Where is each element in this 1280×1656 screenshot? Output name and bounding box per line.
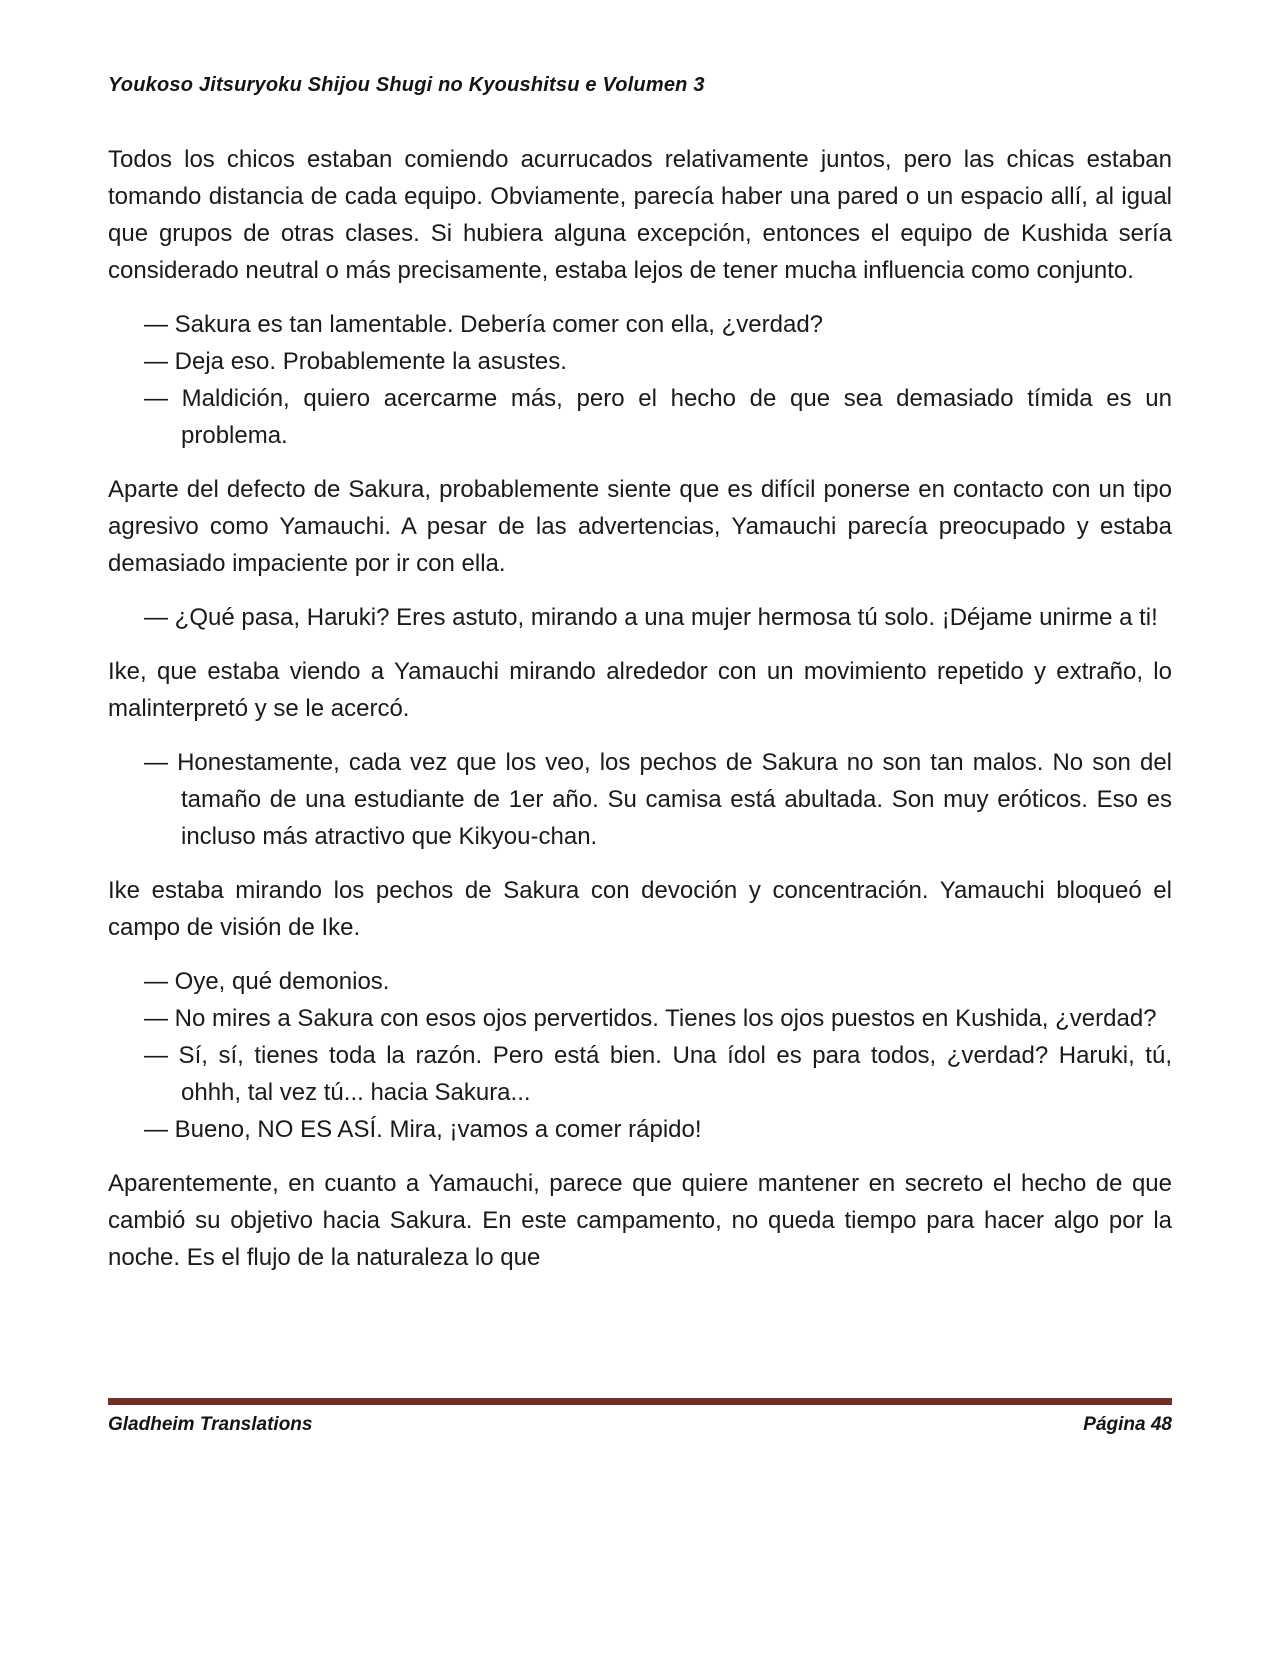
dialogue-block	[108, 744, 1172, 855]
document-body	[108, 141, 1172, 1276]
dialogue-line: — ¿Qué pasa, Haruki? Eres astuto, mirando a una mujer hermosa tú solo. ¡Déjame unirme a ti!	[144, 604, 1158, 631]
footer-row	[108, 1414, 1172, 1436]
document-header-title: Youkoso Jitsuryoku Shijou Shugi no Kyoushitsu e Volumen 3	[108, 74, 705, 96]
footer-translator-credit: Gladheim Translations	[108, 1414, 313, 1435]
dialogue-block	[108, 599, 1172, 636]
dialogue-line: — Deja eso. Probablemente la asustes.	[144, 348, 567, 375]
footer-divider-rule	[108, 1398, 1172, 1405]
dialogue-line: — Sakura es tan lamentable. Debería comer con ella, ¿verdad?	[144, 311, 824, 338]
dialogue-line: — Bueno, NO ES ASÍ. Mira, ¡vamos a comer rápido!	[144, 1116, 702, 1143]
dialogue-line: — No mires a Sakura con esos ojos pervertidos. Tienes los ojos puestos en Kushida, ¿verdad?	[144, 1005, 1157, 1032]
paragraph: Ike estaba mirando los pechos de Sakura con devoción y concentración. Yamauchi bloqueó el campo de visión de Ike.	[108, 877, 1172, 941]
dialogue-line: — Honestamente, cada vez que los veo, los pechos de Sakura no son tan malos. No son del tamaño de una estudiante de 1er año. Su camisa está abultada. Son muy eróticos. Eso es incluso más atractivo que Kikyou-chan.	[144, 749, 1172, 850]
paragraph: Ike, que estaba viendo a Yamauchi mirando alrededor con un movimiento repetido y extraño, lo malinterpretó y se le acercó.	[108, 658, 1172, 722]
document-footer	[108, 1398, 1172, 1436]
paragraph: Todos los chicos estaban comiendo acurrucados relativamente juntos, pero las chicas estaban tomando distancia de cada equipo. Obviamente, parecía haber una pared o un espacio allí, al igual que grupos de otras clases. Si hubiera alguna excepción, entonces el equipo de Kushida sería considerado neutral o más precisamente, estaba lejos de tener mucha influencia como conjunto.	[108, 146, 1172, 284]
dialogue-block	[108, 306, 1172, 454]
dialogue-line: — Oye, qué demonios.	[144, 968, 390, 995]
paragraph: Aparte del defecto de Sakura, probablemente siente que es difícil ponerse en contacto con un tipo agresivo como Yamauchi. A pesar de las advertencias, Yamauchi parecía preocupado y estaba demasiado impaciente por ir con ella.	[108, 476, 1172, 577]
dialogue-line: — Maldición, quiero acercarme más, pero el hecho de que sea demasiado tímida es un problema.	[144, 385, 1172, 449]
dialogue-line: — Sí, sí, tienes toda la razón. Pero está bien. Una ídol es para todos, ¿verdad? Haruki, tú, ohhh, tal vez tú... hacia Sakura...	[144, 1042, 1172, 1106]
paragraph: Aparentemente, en cuanto a Yamauchi, parece que quiere mantener en secreto el hecho de que cambió su objetivo hacia Sakura. En este campamento, no queda tiempo para hacer algo por la noche. Es el flujo de la naturaleza lo que	[108, 1170, 1172, 1271]
footer-page-number: Página 48	[1083, 1414, 1172, 1435]
dialogue-block	[108, 963, 1172, 1148]
